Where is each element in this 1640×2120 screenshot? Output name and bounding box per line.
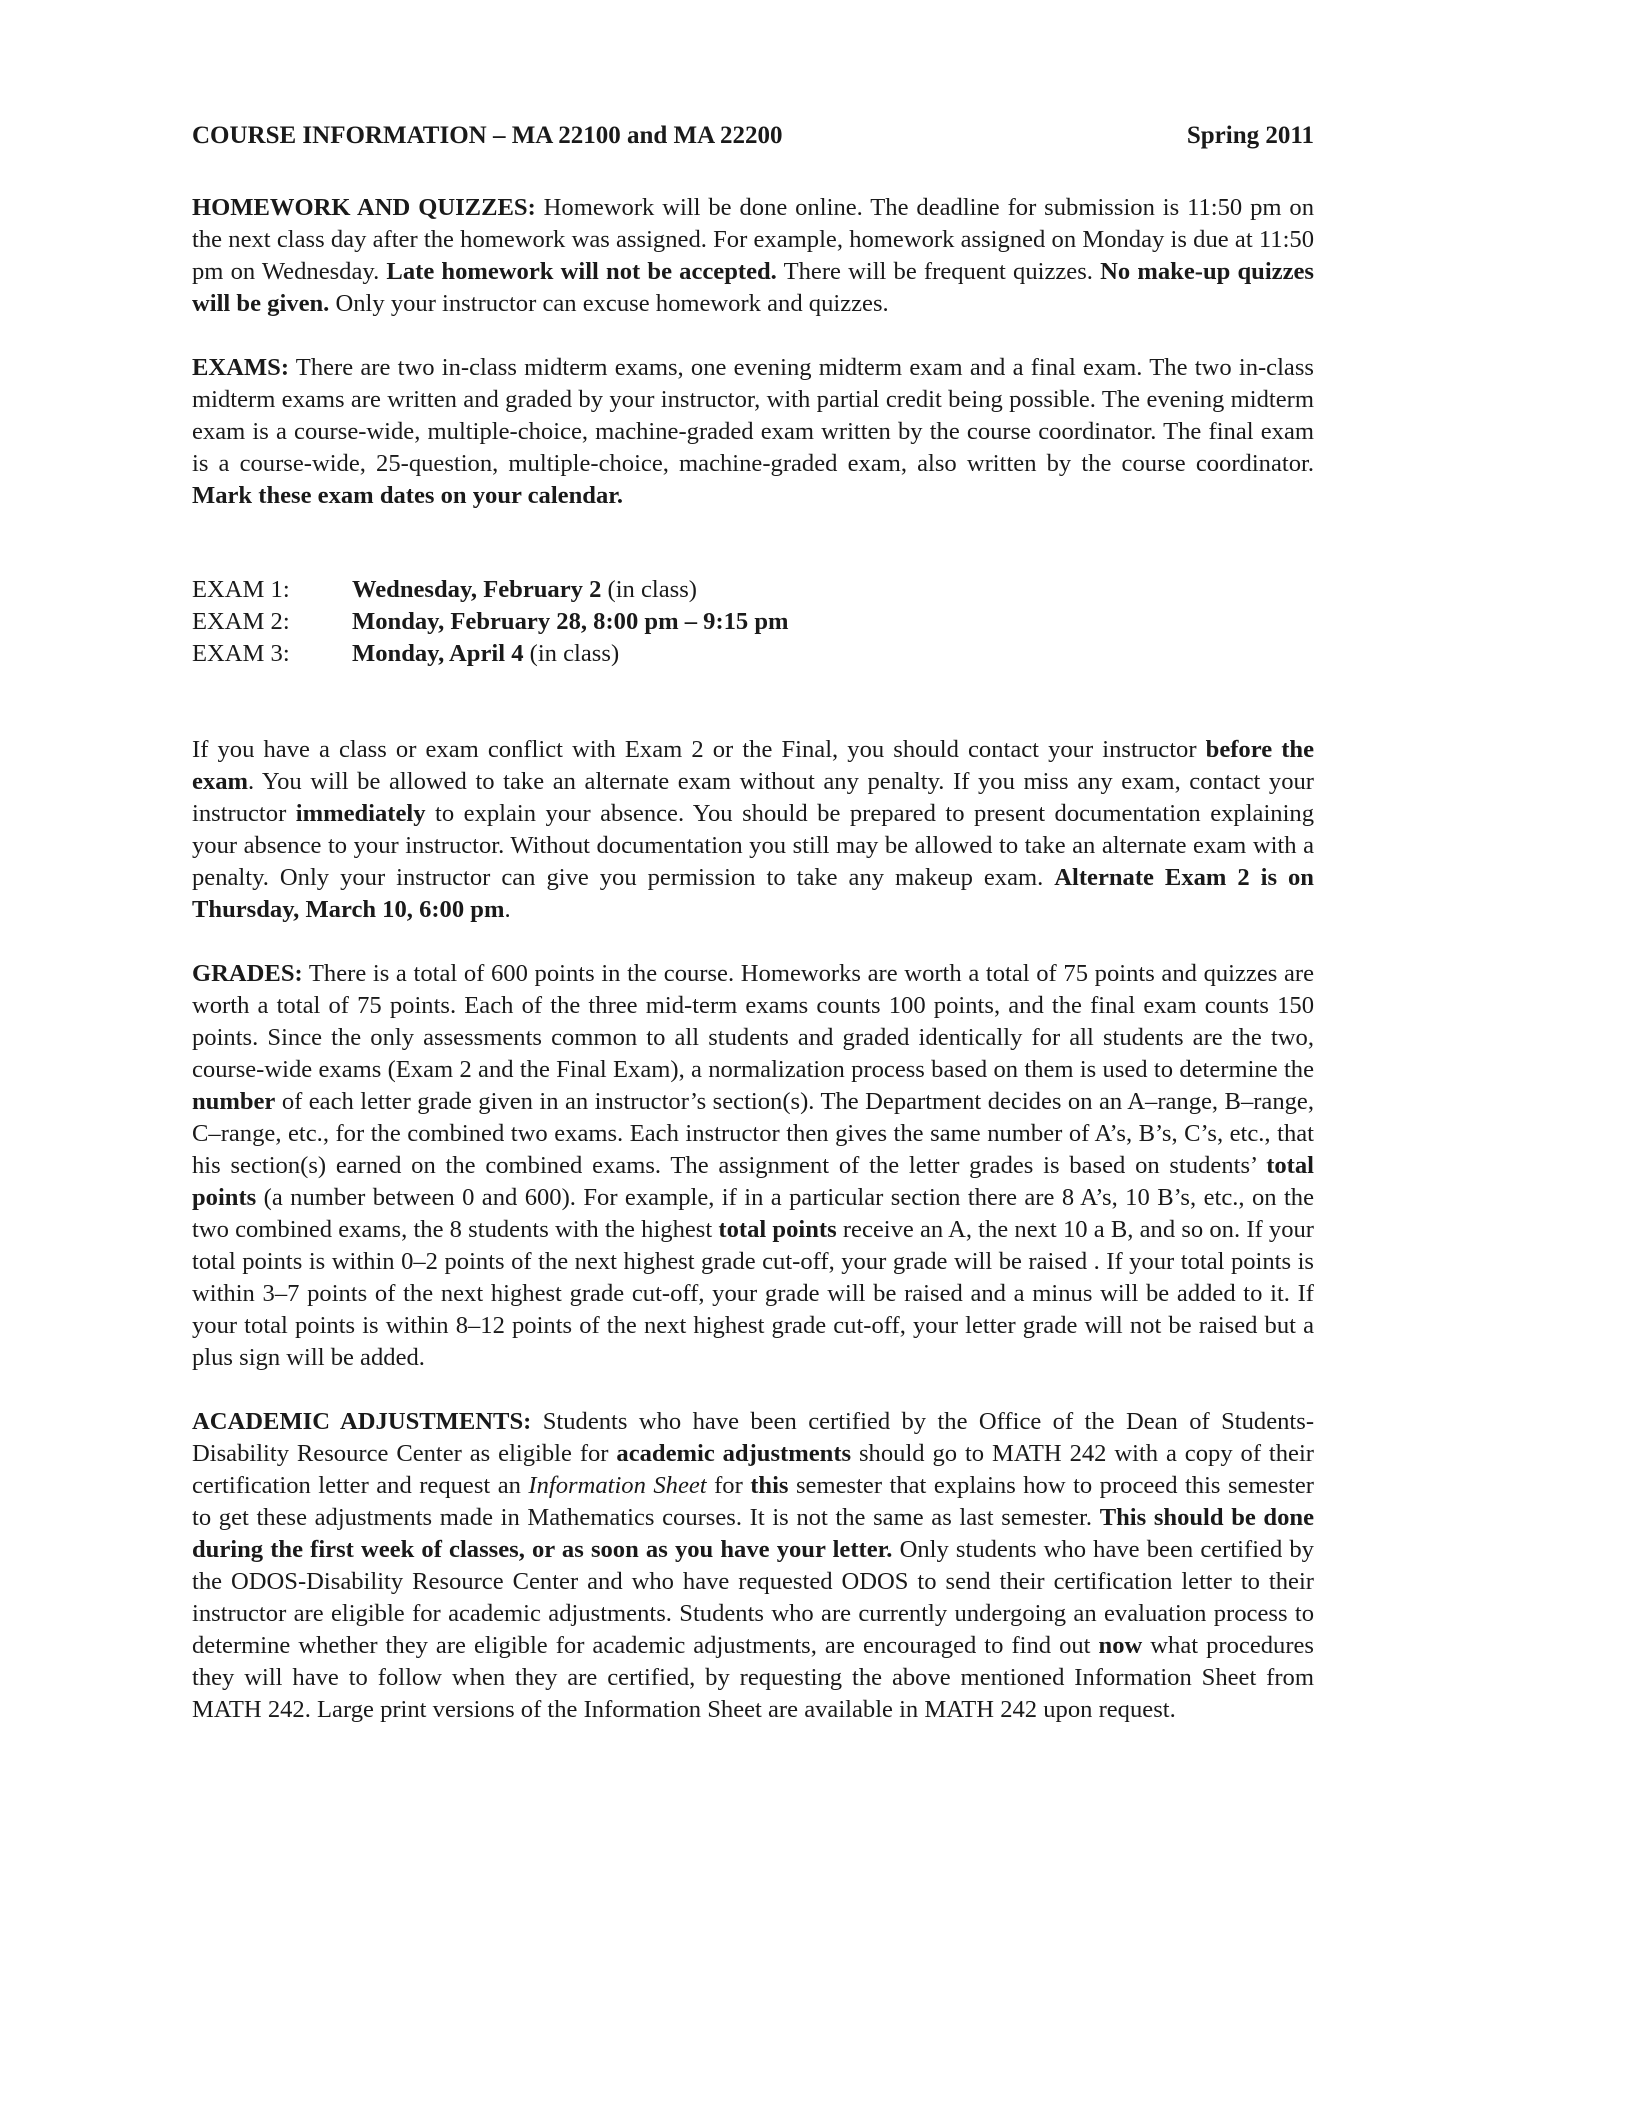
grades-heading: GRADES: bbox=[192, 960, 303, 987]
conflict-emphasis: before the exam bbox=[192, 736, 1314, 795]
course-info-page bbox=[192, 120, 1314, 1758]
grades-emphasis: total points bbox=[192, 1152, 1314, 1211]
exam-date-cell bbox=[352, 638, 619, 670]
adjustments-emphasis: academic adjustments bbox=[616, 1440, 852, 1467]
adjustments-text: for bbox=[706, 1472, 751, 1499]
adjustments-italic: Information Sheet bbox=[528, 1472, 707, 1499]
grades-text: There is a total of 600 points in the course. Homeworks are worth a total of 75 points and quizzes are worth a total of 75 points. Each of the three mid-term exams counts 100 points, and the final exam counts 150 points. Since the only assessments common to all students and graded identically for all students are the two, course-wide exams (Exam 2 and the Final Exam), a normalization process based on them is used to determine the bbox=[192, 960, 1314, 1083]
exam-schedule bbox=[192, 574, 1314, 670]
exams-section bbox=[192, 352, 1314, 512]
exam-row bbox=[192, 574, 1314, 606]
adjustments-emphasis: This should be done during the first week of classes, or as soon as you have your letter. bbox=[192, 1504, 1314, 1563]
exams-heading: EXAMS: bbox=[192, 354, 290, 381]
grades-text: receive an A, the next 10 a B, and so on. If your total points is within 0–2 points of the next highest grade cut-off, your grade will be raised . If your total points is within 3–7 points of the next highest grade cut-off, your grade will be raised and a minus will be added to it. If your total points is within 8–12 points of the next highest grade cut-off, your letter grade will not be raised but a plus sign will be added. bbox=[192, 1216, 1314, 1371]
adjustments-emphasis: now bbox=[1098, 1632, 1143, 1659]
adjustments-emphasis: this bbox=[750, 1472, 789, 1499]
adjustments-text: Only students who have been certified by the ODOS-Disability Resource Center and who have requested ODOS to send their certification letter to their instructor are eligible for academic adjustments. Students who are currently undergoing an evaluation process to determine whether they are eligible for academic adjustments, are encouraged to find out bbox=[192, 1536, 1314, 1659]
homework-emphasis: Late homework will not be accepted. bbox=[386, 258, 777, 285]
exams-emphasis: Mark these exam dates on your calendar. bbox=[192, 482, 624, 509]
adjustments-text: Students who have been certified by the Office of the Dean of Students-Disability Resource Center as eligible for bbox=[192, 1408, 1315, 1467]
adjustments-heading: ACADEMIC ADJUSTMENTS: bbox=[192, 1408, 532, 1435]
homework-text: Only your instructor can excuse homework and quizzes. bbox=[329, 290, 889, 317]
conflict-text: to explain your absence. You should be prepared to present documentation explaining your absence to your instructor. Without documentation you still may be allowed to take an alternate exam with a penalty. Only your instructor can give you permission to take any makeup exam. bbox=[192, 800, 1315, 891]
exam-date-cell bbox=[352, 606, 789, 638]
exam-label: EXAM 3: bbox=[192, 640, 290, 667]
exam-label: EXAM 2: bbox=[192, 608, 290, 635]
homework-section bbox=[192, 192, 1314, 320]
conflict-text: . You will be allowed to take an alternate exam without any penalty. If you miss any exam, contact your instructor bbox=[192, 768, 1314, 827]
conflict-text: . bbox=[504, 896, 511, 923]
term-label: Spring 2011 bbox=[1186, 122, 1314, 149]
page-header bbox=[192, 120, 1314, 152]
exam-date: Monday, February 28, 8:00 pm – 9:15 pm bbox=[352, 608, 789, 635]
grades-text: (a number between 0 and 600). For example, if in a particular section there are 8 A’s, 10 B’s, etc., on the two combined exams, the 8 students with the highest bbox=[192, 1184, 1314, 1243]
exam-label: EXAM 1: bbox=[192, 576, 290, 603]
homework-heading: HOMEWORK AND QUIZZES: bbox=[192, 194, 536, 221]
conflict-section bbox=[192, 734, 1314, 926]
conflict-text: If you have a class or exam conflict with Exam 2 or the Final, you should contact your instructor bbox=[192, 736, 1206, 763]
grades-emphasis: total points bbox=[718, 1216, 837, 1243]
homework-text: There will be frequent quizzes. bbox=[776, 258, 1101, 285]
conflict-emphasis: Alternate Exam 2 is on Thursday, March 10, 6:00 pm bbox=[192, 864, 1314, 923]
adjustments-text: semester that explains how to proceed this semester to get these adjustments made in Mathematics courses. It is not the same as last semester. bbox=[192, 1472, 1314, 1531]
adjustments-section bbox=[192, 1406, 1314, 1726]
exam-date-cell bbox=[352, 574, 697, 606]
exam-date: Wednesday, February 2 bbox=[352, 576, 602, 603]
adjustments-text: what procedures they will have to follow when they are certified, by requesting the above mentioned Information Sheet from MATH 242. Large print versions of the Information Sheet are available in MATH 242 upon request. bbox=[192, 1632, 1314, 1723]
exam-row bbox=[192, 638, 1314, 670]
exams-text: There are two in-class midterm exams, one evening midterm exam and a final exam. The two in-class midterm exams are written and graded by your instructor, with partial credit being possible. The evening midterm exam is a course-wide, multiple-choice, machine-graded exam written by the course coordinator. The final exam is a course-wide, 25-question, multiple-choice, machine-graded exam, also written by the course coordinator. bbox=[192, 354, 1314, 477]
exam-note: (in class) bbox=[601, 576, 697, 603]
homework-text: Homework will be done online. The deadline for submission is 11:50 pm on the next class day after the homework was assigned. For example, homework assigned on Monday is due at 11:50 pm on Wednesday. bbox=[192, 194, 1314, 285]
adjustments-text: should go to MATH 242 with a copy of their certification letter and request an bbox=[192, 1440, 1314, 1499]
grades-text: of each letter grade given in an instructor’s section(s). The Department decides on an A–range, B–range, C–range, etc., for the combined two exams. Each instructor then gives the same number of A’s, B’s, C’s, etc., that his section(s) earned on the combined exams. The assignment of the letter grades is based on students’ bbox=[192, 1088, 1314, 1179]
conflict-emphasis: immediately bbox=[295, 800, 426, 827]
exam-date: Monday, April 4 bbox=[352, 640, 524, 667]
homework-emphasis: No make-up quizzes will be given. bbox=[192, 258, 1314, 317]
grades-emphasis: number bbox=[192, 1088, 276, 1115]
exam-row bbox=[192, 606, 1314, 638]
grades-section bbox=[192, 958, 1314, 1374]
page-title: COURSE INFORMATION – MA 22100 and MA 22200 bbox=[192, 122, 783, 149]
exam-note: (in class) bbox=[523, 640, 620, 667]
